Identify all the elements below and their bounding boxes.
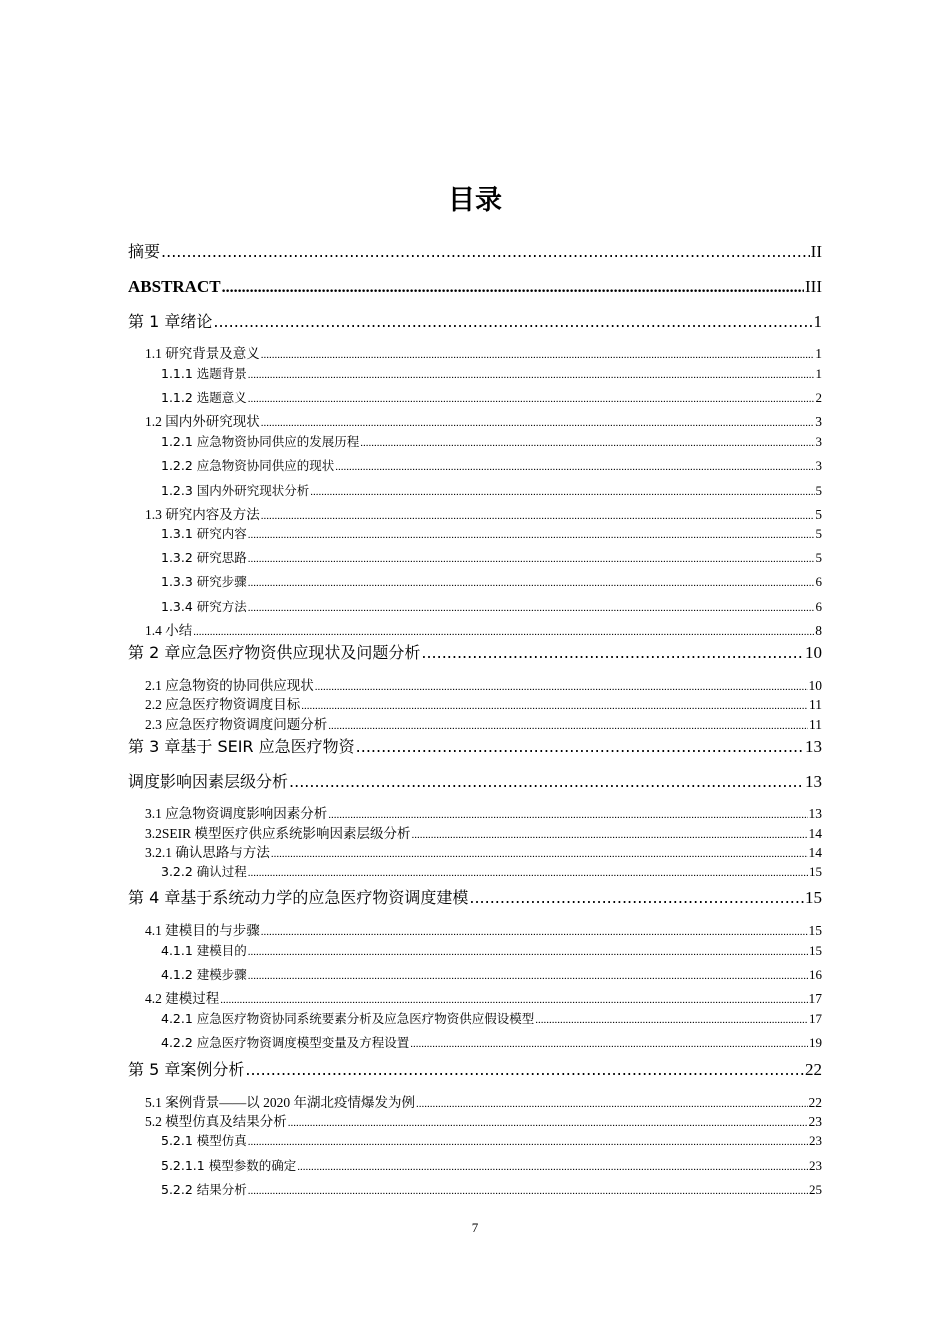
toc-entry[interactable]: 1.2.2 应急物资协同供应的现状 ..... 3 [161,457,822,475]
toc-entry[interactable]: 调度影响因素层级分析 ..... 13 [128,771,822,793]
toc-entry[interactable]: 4.2.2 应急医疗物资调度模型变量及方程设置 ..... 19 [161,1034,822,1052]
toc-entry[interactable]: 1.1 研究背景及意义 ..... 1 [145,345,822,363]
page-number: 7 [471,1220,479,1235]
toc-entry[interactable]: 第 5 章案例分析 ..... 22 [128,1059,822,1081]
toc-entry[interactable]: 1.3 研究内容及方法 ..... 5 [145,506,822,524]
toc-entry[interactable]: 1.3.3 研究步骤 ..... 6 [161,573,822,591]
toc-entry[interactable]: 2.1 应急物资的协同供应现状 ..... 10 [145,677,822,695]
toc-entry[interactable]: 5.2.1.1 模型参数的确定 ..... 23 [161,1157,822,1175]
toc-title: 目录 [448,185,502,216]
toc-entry[interactable]: 5.2.1 模型仿真 ..... 23 [161,1132,822,1150]
toc-entry[interactable]: 5.2.2 结果分析 ..... 25 [161,1181,822,1199]
toc-entry[interactable]: 第 3 章基于 SEIR 应急医疗物资 ..... 13 [128,736,822,758]
toc-entry[interactable]: 第 2 章应急医疗物资供应现状及问题分析 ..... 10 [128,642,822,664]
toc-entry[interactable]: 1.2 国内外研究现状 ..... 3 [145,413,822,431]
toc-entry[interactable]: 3.2.1 确认思路与方法 ..... 14 [145,844,822,862]
toc-entry[interactable]: 1.3.1 研究内容 ..... 5 [161,525,822,543]
toc-entry[interactable]: 4.1 建模目的与步骤 ..... 15 [145,922,822,940]
toc-entry[interactable]: 1.1.1 选题背景 ..... 1 [161,365,822,383]
toc-entry[interactable]: 1.3.4 研究方法 ..... 6 [161,598,822,616]
toc-entry[interactable]: 第 4 章基于系统动力学的应急医疗物资调度建模 ..... 15 [128,887,822,909]
toc-entry[interactable]: 5.1 案例背景——以 2020 年湖北疫情爆发为例 ..... 22 [145,1094,822,1112]
toc-entry[interactable]: 1.3.2 研究思路 ..... 5 [161,549,822,567]
toc-entry[interactable]: 4.1.2 建模步骤 ..... 16 [161,966,822,984]
toc-entry[interactable]: ABSTRACT ..... III [128,276,822,298]
toc-entry[interactable]: 摘要 ..... II [128,241,822,263]
toc-entry[interactable]: 2.2 应急医疗物资调度目标 ..... 11 [145,696,822,714]
toc-entry[interactable]: 3.2.2 确认过程 ..... 15 [161,863,822,881]
toc-entry[interactable]: 4.2 建模过程 ..... 17 [145,990,822,1008]
toc-entry[interactable]: 第 1 章绪论 ..... 1 [128,311,822,333]
toc-entry[interactable]: 1.2.1 应急物资协同供应的发展历程 ..... 3 [161,433,822,451]
toc-entry[interactable]: 3.2SEIR 模型医疗供应系统影响因素层级分析 ..... 14 [145,825,822,843]
toc-entry[interactable]: 2.3 应急医疗物资调度问题分析 ..... 11 [145,716,822,734]
toc-entry[interactable]: 1.1.2 选题意义 ..... 2 [161,389,822,407]
toc-entry[interactable]: 3.1 应急物资调度影响因素分析 ..... 13 [145,805,822,823]
toc-entry[interactable]: 1.4 小结 ..... 8 [145,622,822,640]
toc-entry[interactable]: 5.2 模型仿真及结果分析 ..... 23 [145,1113,822,1131]
toc-entry[interactable]: 1.2.3 国内外研究现状分析 ..... 5 [161,482,822,500]
toc-entry[interactable]: 4.2.1 应急医疗物资协同系统要素分析及应急医疗物资供应假设模型 ..... 17 [161,1010,822,1028]
toc-entry[interactable]: 4.1.1 建模目的 ..... 15 [161,942,822,960]
